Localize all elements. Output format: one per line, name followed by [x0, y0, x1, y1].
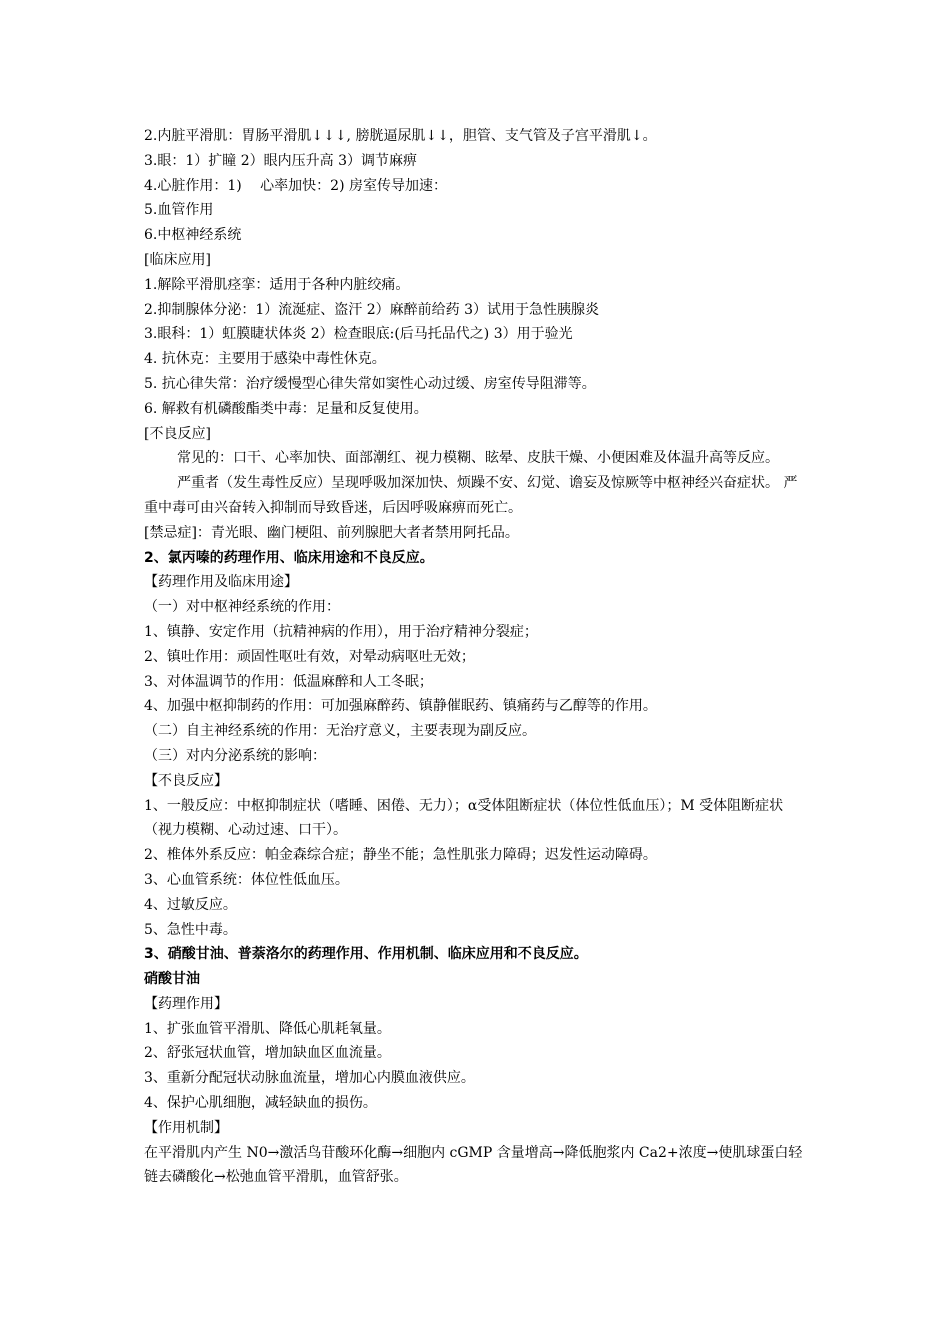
- text-line: 2、椎体外系反应：帕金森综合症；静坐不能；急性肌张力障碍；迟发性运动障碍。: [144, 847, 657, 864]
- text-line: 2、镇吐作用：顽固性呕吐有效，对晕动病呕吐无效；: [144, 648, 475, 665]
- text-line: 4.心脏作用：1) 心率加快：2) 房室传导加速：: [144, 177, 447, 194]
- text-line: 4、过敏反应。: [144, 896, 237, 913]
- paragraph: 1、一般反应：中枢抑制症状（嗜睡、困倦、无力）；α受体阻断症状（体位性低血压）；M 受体阻断症状（视力模糊、心动过速、口干）。: [144, 797, 784, 839]
- text-line: 4、加强中枢抑制药的作用：可加强麻醉药、镇静催眠药、镇痛药与乙醇等的作用。: [144, 698, 657, 715]
- section-label: [不良反应]: [144, 425, 211, 442]
- text-line: （一）对中枢神经系统的作用：: [144, 599, 340, 616]
- text-line: 3、心血管系统：体位性低血压。: [144, 871, 349, 888]
- text-line: 1、扩张血管平滑肌、降低心肌耗氧量。: [144, 1020, 391, 1037]
- text-line: 6.中枢神经系统: [144, 227, 242, 244]
- text-line: 3.眼：1）扩瞳 2）眼内压升高 3）调节麻痹: [144, 152, 417, 169]
- text-line: 2.内脏平滑肌：胃肠平滑肌↓↓↓, 膀胱逼尿肌↓↓，胆管、支气管及子宫平滑肌↓。: [144, 128, 657, 144]
- text-line: 4. 抗休克：主要用于感染中毒性休克。: [144, 351, 386, 368]
- text-line: 5. 抗心律失常：治疗缓慢型心律失常如窦性心动过缓、房室传导阻滞等。: [144, 375, 596, 392]
- text-line: 2.抑制腺体分泌：1）流涎症、盗汗 2）麻醉前给药 3）试用于急性胰腺炎: [144, 301, 599, 318]
- document-page: [144, 124, 810, 1190]
- text-line: 3.眼科：1）虹膜睫状体炎 2）检查眼底:(后马托品代之) 3）用于验光: [144, 326, 573, 343]
- text-line: [禁忌症]：青光眼、幽门梗阻、前列腺肥大者者禁用阿托品。: [144, 524, 519, 541]
- text-line: 1.解除平滑肌痉挛：适用于各种内脏绞痛。: [144, 276, 410, 293]
- text-line: 3、重新分配冠状动脉血流量，增加心内膜血液供应。: [144, 1070, 475, 1087]
- section-label: 【作用机制】: [144, 1119, 228, 1136]
- section-heading: 2、氯丙嗪的药理作用、临床用途和不良反应。: [144, 549, 434, 566]
- subsection-heading: 硝酸甘油: [144, 971, 200, 988]
- section-label: 【药理作用及临床用途】: [144, 574, 298, 591]
- paragraph: 常见的：口干、心率加快、面部潮红、视力模糊、眩晕、皮肤干燥、小便困难及体温升高等反应。: [177, 450, 779, 467]
- text-line: 2、舒张冠状血管，增加缺血区血流量。: [144, 1045, 391, 1062]
- text-line: 1、镇静、安定作用（抗精神病的作用），用于治疗精神分裂症；: [144, 623, 538, 640]
- text-line: 5.血管作用: [144, 202, 214, 219]
- paragraph: 在平滑肌内产生 N0→激活鸟苷酸环化酶→细胞内 cGMP 含量增高→降低胞浆内 Ca2+浓度→使肌球蛋白轻链去磷酸化→松弛血管平滑肌，血管舒张。: [144, 1144, 803, 1186]
- text-line: 3、对体温调节的作用：低温麻醉和人工冬眠；: [144, 673, 433, 690]
- section-label: 【药理作用】: [144, 995, 228, 1012]
- text-line: 6. 解救有机磷酸酯类中毒：足量和反复使用。: [144, 400, 428, 417]
- paragraph: 严重者（发生毒性反应）呈现呼吸加深加快、烦躁不安、幻觉、谵妄及惊厥等中枢神经兴奋症状。 严重中毒可由兴奋转入抑制而导致昏迷，后因呼吸麻痹而死亡。: [144, 475, 798, 516]
- text-line: （二）自主神经系统的作用：无治疗意义，主要表现为副反应。: [144, 723, 536, 740]
- text-line: 5、急性中毒。: [144, 921, 237, 938]
- section-label: [临床应用]: [144, 251, 211, 268]
- section-label: 【不良反应】: [144, 772, 228, 789]
- section-heading: 3、硝酸甘油、普萘洛尔的药理作用、作用机制、临床应用和不良反应。: [144, 946, 588, 963]
- text-line: 4、保护心肌细胞，减轻缺血的损伤。: [144, 1095, 377, 1112]
- text-line: （三）对内分泌系统的影响：: [144, 747, 326, 764]
